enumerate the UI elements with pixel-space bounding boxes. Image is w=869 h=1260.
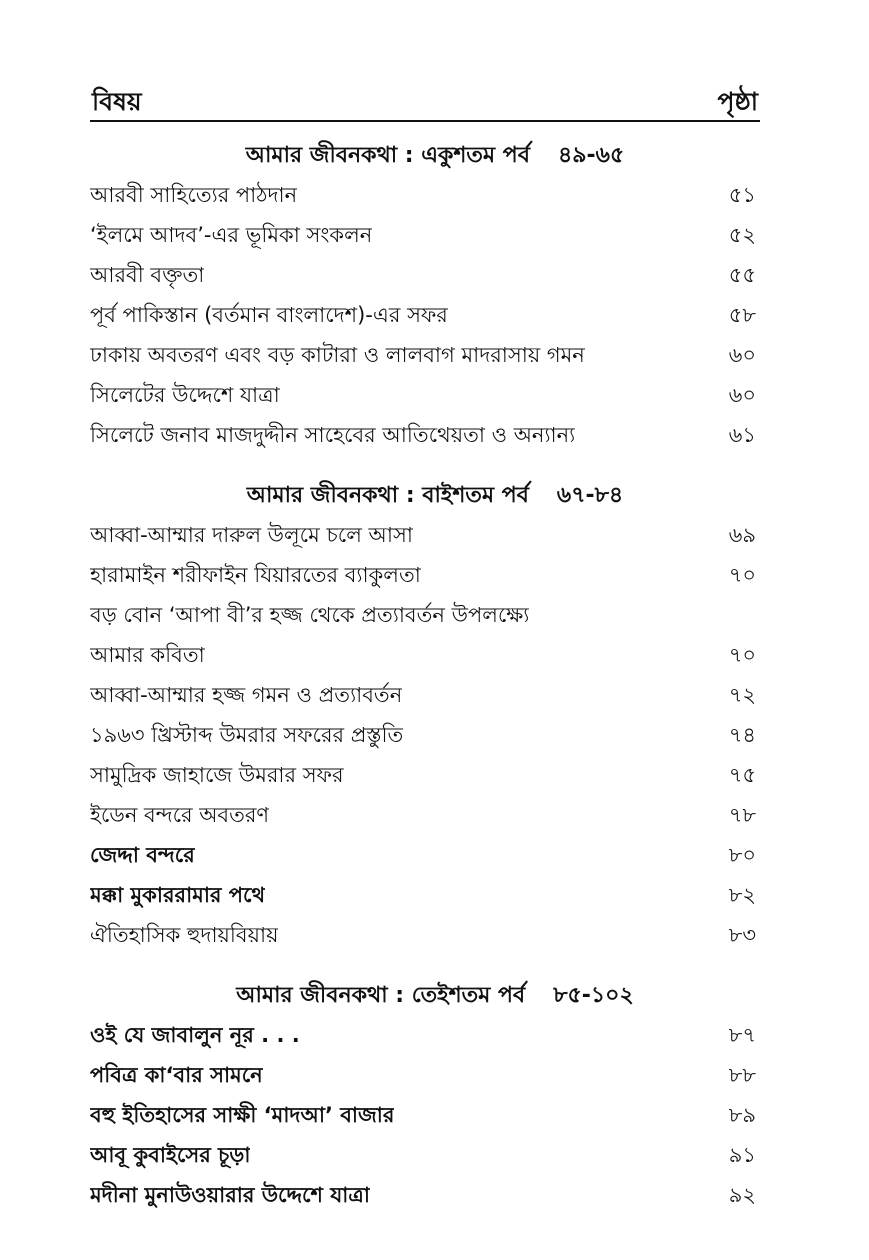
- toc-entry: [90, 1096, 760, 1136]
- subject-column-label: বিষয়: [92, 87, 142, 116]
- section-title-text: আমার জীবনকথা : তেইশতম পর্ব: [236, 983, 526, 1008]
- toc-entry: [90, 756, 760, 796]
- entry-page-number: ৫২: [728, 222, 756, 247]
- section-page-range: ৪৯-৬৫: [557, 143, 625, 168]
- entry-page-number: ৮২: [728, 882, 756, 907]
- entry-title: আবূ কুবাইসের চূড়া: [90, 1142, 251, 1167]
- entry-page-number: ৭৪: [728, 722, 756, 747]
- section-title: [90, 976, 760, 1016]
- header-divider: [90, 120, 760, 122]
- section-page-range: ৬৭-৮৪: [556, 483, 624, 508]
- entry-title: বড় বোন ‘আপা বী’র হজ্জ থেকে প্রত্যাবর্তন উপলক্ষ্যে: [90, 602, 530, 627]
- toc-entry: [90, 1136, 760, 1176]
- entry-title: সিলেটের উদ্দেশে যাত্রা: [90, 382, 280, 407]
- section-page-range: ৮৫-১০২: [553, 983, 634, 1008]
- entry-page-number: ৫৫: [728, 262, 756, 287]
- page-column-label: পৃষ্ঠা: [717, 87, 758, 116]
- entry-title: জেদ্দা বন্দরে: [90, 842, 195, 867]
- section-title: [90, 136, 760, 176]
- entry-title: ‘ইলমে আদব’-এর ভূমিকা সংকলন: [90, 222, 373, 247]
- toc-section: [90, 476, 760, 956]
- entry-title: আরবী বক্তৃতা: [90, 262, 205, 287]
- toc-entry: [90, 256, 760, 296]
- entry-page-number: ৮৯: [728, 1102, 756, 1127]
- toc-entry: [90, 1176, 760, 1216]
- entry-page-number: ৬১: [728, 422, 756, 447]
- entry-title: সিলেটে জনাব মাজদুদ্দীন সাহেবের আতিথেয়তা ও অন্যান্য: [90, 422, 576, 447]
- toc-entry: [90, 716, 760, 756]
- entry-title: আমার কবিতা: [90, 642, 205, 667]
- toc-entry: [90, 916, 760, 956]
- entry-title: মক্কা মুকাররামার পথে: [90, 882, 266, 907]
- entry-page-number: ৬০: [728, 342, 756, 367]
- toc-section: [90, 136, 760, 456]
- entry-page-number: ৫১: [728, 182, 756, 207]
- entry-page-number: ৮০: [728, 842, 756, 867]
- entry-title: সামুদ্রিক জাহাজে উমরার সফর: [90, 762, 344, 787]
- entry-page-number: ৯২: [728, 1182, 756, 1207]
- toc-sections: [90, 136, 760, 1216]
- entry-page-number: ৬০: [728, 382, 756, 407]
- entry-page-number: ৮৭: [728, 1022, 756, 1047]
- entry-title: ইডেন বন্দরে অবতরণ: [90, 802, 270, 827]
- toc-entry: [90, 1016, 760, 1056]
- toc-header: [90, 70, 760, 120]
- entry-title: আব্বা-আম্মার হজ্জ গমন ও প্রত্যাবর্তন: [90, 682, 403, 707]
- toc-entry: [90, 336, 760, 376]
- toc-section: [90, 976, 760, 1216]
- toc-entry: [90, 596, 760, 636]
- entry-title: ঢাকায় অবতরণ এবং বড় কাটারা ও লালবাগ মাদরাসায় গমন: [90, 342, 585, 367]
- toc-entry: [90, 836, 760, 876]
- entry-title: পূর্ব পাকিস্তান (বর্তমান বাংলাদেশ)-এর সফর: [90, 302, 448, 327]
- entry-page-number: ৭২: [728, 682, 756, 707]
- section-title-text: আমার জীবনকথা : একুশতম পর্ব: [245, 143, 530, 168]
- toc-entry: [90, 376, 760, 416]
- toc-entry: [90, 176, 760, 216]
- entry-title: ওই যে জাবালুন নূর . . .: [90, 1022, 300, 1047]
- entry-title: আরবী সাহিত্যের পাঠদান: [90, 182, 298, 207]
- toc-entry: [90, 636, 760, 676]
- toc-entry: [90, 216, 760, 256]
- section-title-text: আমার জীবনকথা : বাইশতম পর্ব: [246, 483, 529, 508]
- entry-page-number: ৭০: [728, 562, 756, 587]
- section-title: [90, 476, 760, 516]
- toc-entry: [90, 556, 760, 596]
- entry-title: ১৯৬৩ খ্রিস্টাব্দ উমরার সফরের প্রস্তুতি: [90, 722, 404, 747]
- entry-page-number: ৭৮: [728, 802, 756, 827]
- toc-entry: [90, 796, 760, 836]
- entry-page-number: ৯১: [728, 1142, 756, 1167]
- entry-page-number: ৮৮: [728, 1062, 756, 1087]
- toc-entry: [90, 1056, 760, 1096]
- toc-entry: [90, 876, 760, 916]
- entry-page-number: ৫৮: [728, 302, 756, 327]
- toc-entry: [90, 296, 760, 336]
- entry-page-number: ৮৩: [728, 922, 756, 947]
- entry-title: বহু ইতিহাসের সাক্ষী ‘মাদআ’ বাজার: [90, 1102, 395, 1127]
- entry-page-number: ৬৯: [728, 522, 756, 547]
- entry-title: আব্বা-আম্মার দারুল উলূমে চলে আসা: [90, 522, 414, 547]
- entry-title: মদীনা মুনাউওয়ারার উদ্দেশে যাত্রা: [90, 1182, 370, 1207]
- entry-title: ঐতিহাসিক হুদায়বিয়ায়: [90, 922, 279, 947]
- entry-title: হারামাইন শরীফাইন যিয়ারতের ব্যাকুলতা: [90, 562, 421, 587]
- toc-entry: [90, 416, 760, 456]
- entry-title: পবিত্র কা‘বার সামনে: [90, 1062, 263, 1087]
- toc-entry: [90, 676, 760, 716]
- entry-page-number: ৭৫: [728, 762, 756, 787]
- entry-page-number: ৭০: [728, 642, 756, 667]
- toc-page: [90, 70, 760, 1236]
- toc-entry: [90, 516, 760, 556]
